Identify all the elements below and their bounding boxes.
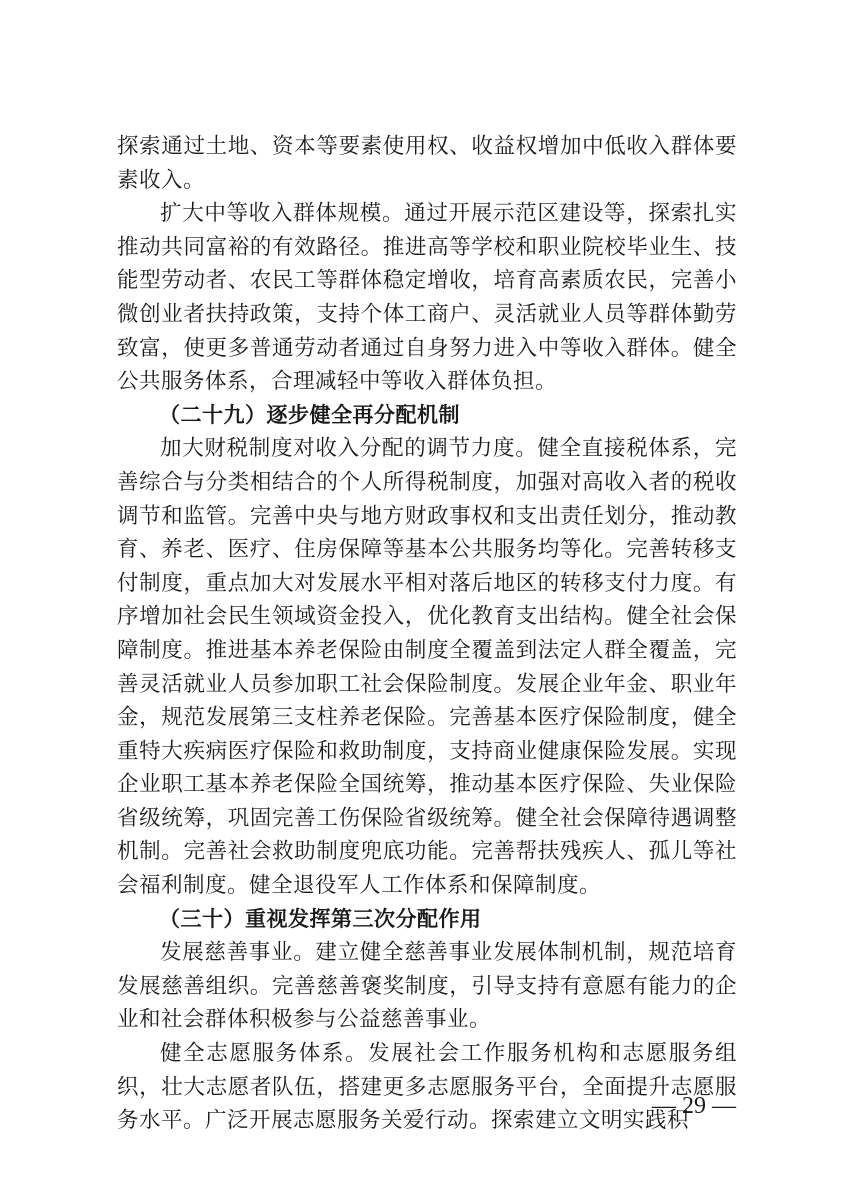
- paragraph-redistribution: 加大财税制度对收入分配的调节力度。健全直接税体系，完善综合与分类相结合的个人所得税制度，加强对高收入者的税收调节和监管。完善中央与地方财政事权和支出责任划分，推动教育、养老、医疗、住房保障等基本公共服务均等化。完善转移支付制度，重点加大对发展水平相对落后地区的转移支付力度。有序增加社会民生领域资金投入，优化教育支出结构。健全社会保障制度。推进基本养老保险由制度全覆盖到法定人群全覆盖，完善灵活就业人员参加职工社会保险制度。发展企业年金、职业年金，规范发展第三支柱养老保险。完善基本医疗保险制度，健全重特大疾病医疗保险和救助制度，支持商业健康保险发展。实现企业职工基本养老保险全国统筹，推动基本医疗保险、失业保险省级统筹，巩固完善工伤保险省级统筹。健全社会保障待遇调整机制。完善社会救助制度兜底功能。完善帮扶残疾人、孤儿等社会福利制度。健全退役军人工作体系和保障制度。: [117, 436, 737, 899]
- document-body: [117, 130, 737, 1138]
- paragraph-charity: 发展慈善事业。建立健全慈善事业发展体制机制，规范培育发展慈善组织。完善慈善褒奖制度，引导支持有意愿有能力的企业和社会群体积极参与公益慈善事业。: [117, 940, 737, 1033]
- paragraph-continuation: 探索通过土地、资本等要素使用权、收益权增加中低收入群体要素收入。: [117, 134, 737, 193]
- section-heading-29: （二十九）逐步健全再分配机制: [159, 402, 460, 427]
- page-number: — 29 —: [652, 1093, 736, 1119]
- paragraph-middle-income: 扩大中等收入群体规模。通过开展示范区建设等，探索扎实推动共同富裕的有效路径。推进高等学校和职业院校毕业生、技能型劳动者、农民工等群体稳定增收，培育高素质农民，完善小微创业者扶持政策，支持个体工商户、灵活就业人员等群体勤劳致富，使更多普通劳动者通过自身努力进入中等收入群体。健全公共服务体系，合理减轻中等收入群体负担。: [117, 201, 737, 395]
- paragraph-volunteer: 健全志愿服务体系。发展社会工作服务机构和志愿服务组织，壮大志愿者队伍，搭建更多志愿服务平台，全面提升志愿服务水平。广泛开展志愿服务关爱行动。探索建立文明实践积: [117, 1041, 737, 1134]
- section-heading-30: （三十）重视发挥第三次分配作用: [159, 906, 482, 931]
